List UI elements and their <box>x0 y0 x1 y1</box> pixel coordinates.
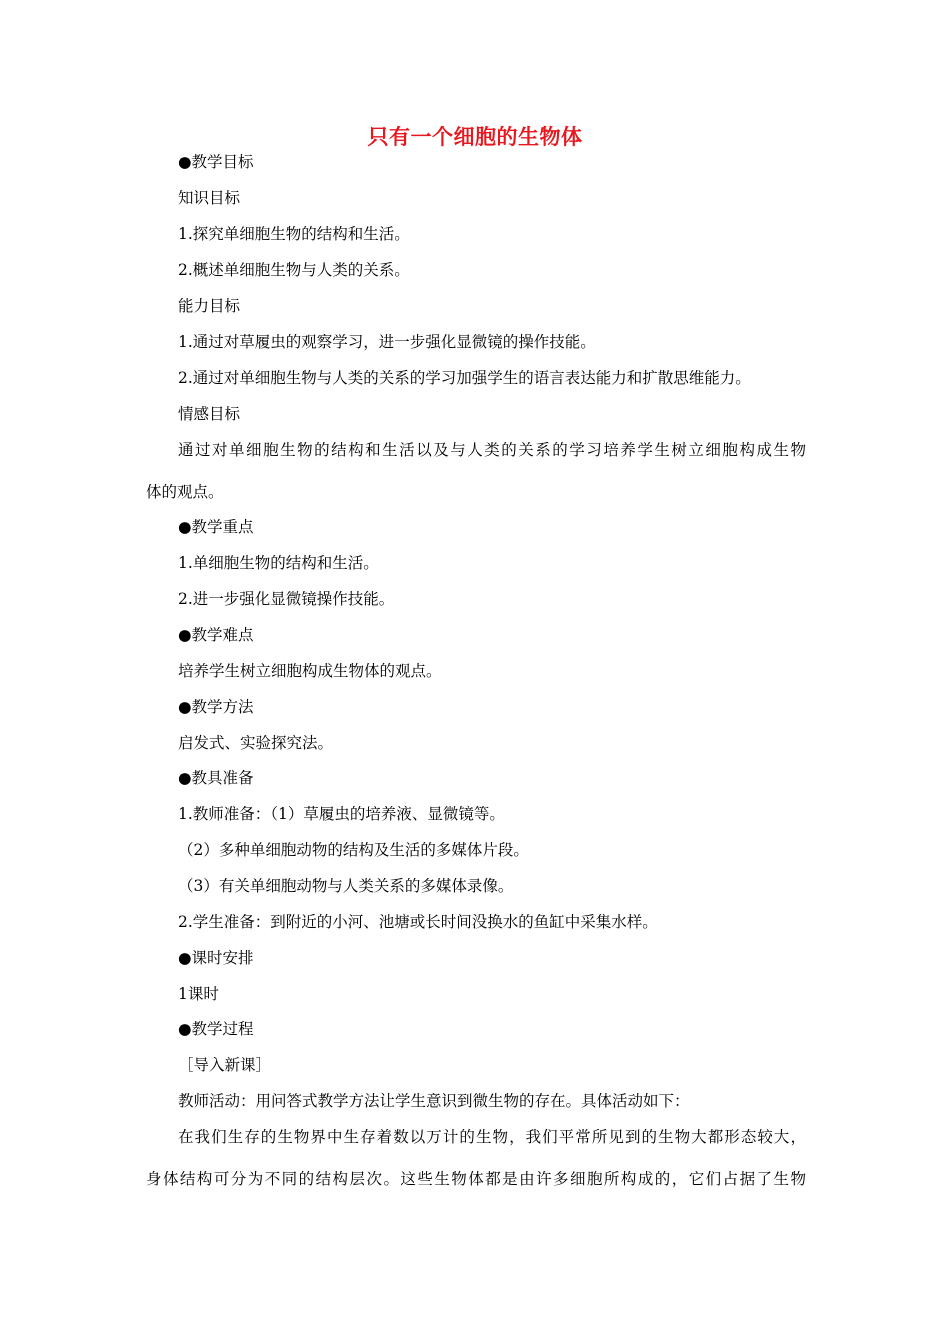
paragraph-line: 启发式、实验探究法。 <box>178 734 334 752</box>
subheading-introduction: ［导入新课］ <box>178 1056 272 1074</box>
heading-key-points: ●教学重点 <box>178 518 254 536</box>
heading-teaching-goals: ●教学目标 <box>178 153 254 171</box>
heading-class-hours: ●课时安排 <box>178 949 254 967</box>
subheading-knowledge-goals: 知识目标 <box>178 189 241 207</box>
paragraph-line: 教师活动：用问答式教学方法让学生意识到微生物的存在。具体活动如下： <box>178 1092 690 1110</box>
heading-teaching-process: ●教学过程 <box>178 1020 254 1038</box>
list-item: （2）多种单细胞动物的结构及生活的多媒体片段。 <box>178 841 529 859</box>
list-item: 2.学生准备：到附近的小河、池塘或长时间没换水的鱼缸中采集水样。 <box>178 913 658 931</box>
heading-difficult-points: ●教学难点 <box>178 626 254 644</box>
paragraph-line: 体的观点。 <box>146 483 224 501</box>
list-item: 1.单细胞生物的结构和生活。 <box>178 554 379 572</box>
paragraph-line: 1课时 <box>178 985 219 1003</box>
document-title: 只有一个细胞的生物体 <box>367 125 583 149</box>
list-item: （3）有关单细胞动物与人类关系的多媒体录像。 <box>178 877 514 895</box>
subheading-emotion-goals: 情感目标 <box>178 405 241 423</box>
list-item: 2.进一步强化显微镜操作技能。 <box>178 590 395 608</box>
heading-teaching-aids: ●教具准备 <box>178 769 254 787</box>
subheading-ability-goals: 能力目标 <box>178 297 241 315</box>
list-item: 1.通过对草履虫的观察学习，进一步强化显微镜的操作技能。 <box>178 333 596 351</box>
paragraph-line: 培养学生树立细胞构成生物体的观点。 <box>178 662 442 680</box>
list-item: 2.概述单细胞生物与人类的关系。 <box>178 261 410 279</box>
list-item: 2.通过对单细胞生物与人类的关系的学习加强学生的语言表达能力和扩散思维能力。 <box>178 369 751 387</box>
heading-teaching-methods: ●教学方法 <box>178 698 254 716</box>
list-item: 1.探究单细胞生物的结构和生活。 <box>178 225 410 243</box>
list-item: 1.教师准备：（1）草履虫的培养液、显微镜等。 <box>178 805 505 823</box>
paragraph-line: 通过对单细胞生物的结构和生活以及与人类的关系的学习培养学生树立细胞构成生物 <box>178 441 806 459</box>
paragraph-line: 在我们生存的生物界中生存着数以万计的生物，我们平常所见到的生物大都形态较大， <box>178 1128 806 1146</box>
paragraph-line: 身体结构可分为不同的结构层次。这些生物体都是由许多细胞所构成的，它们占据了生物 <box>146 1170 806 1188</box>
